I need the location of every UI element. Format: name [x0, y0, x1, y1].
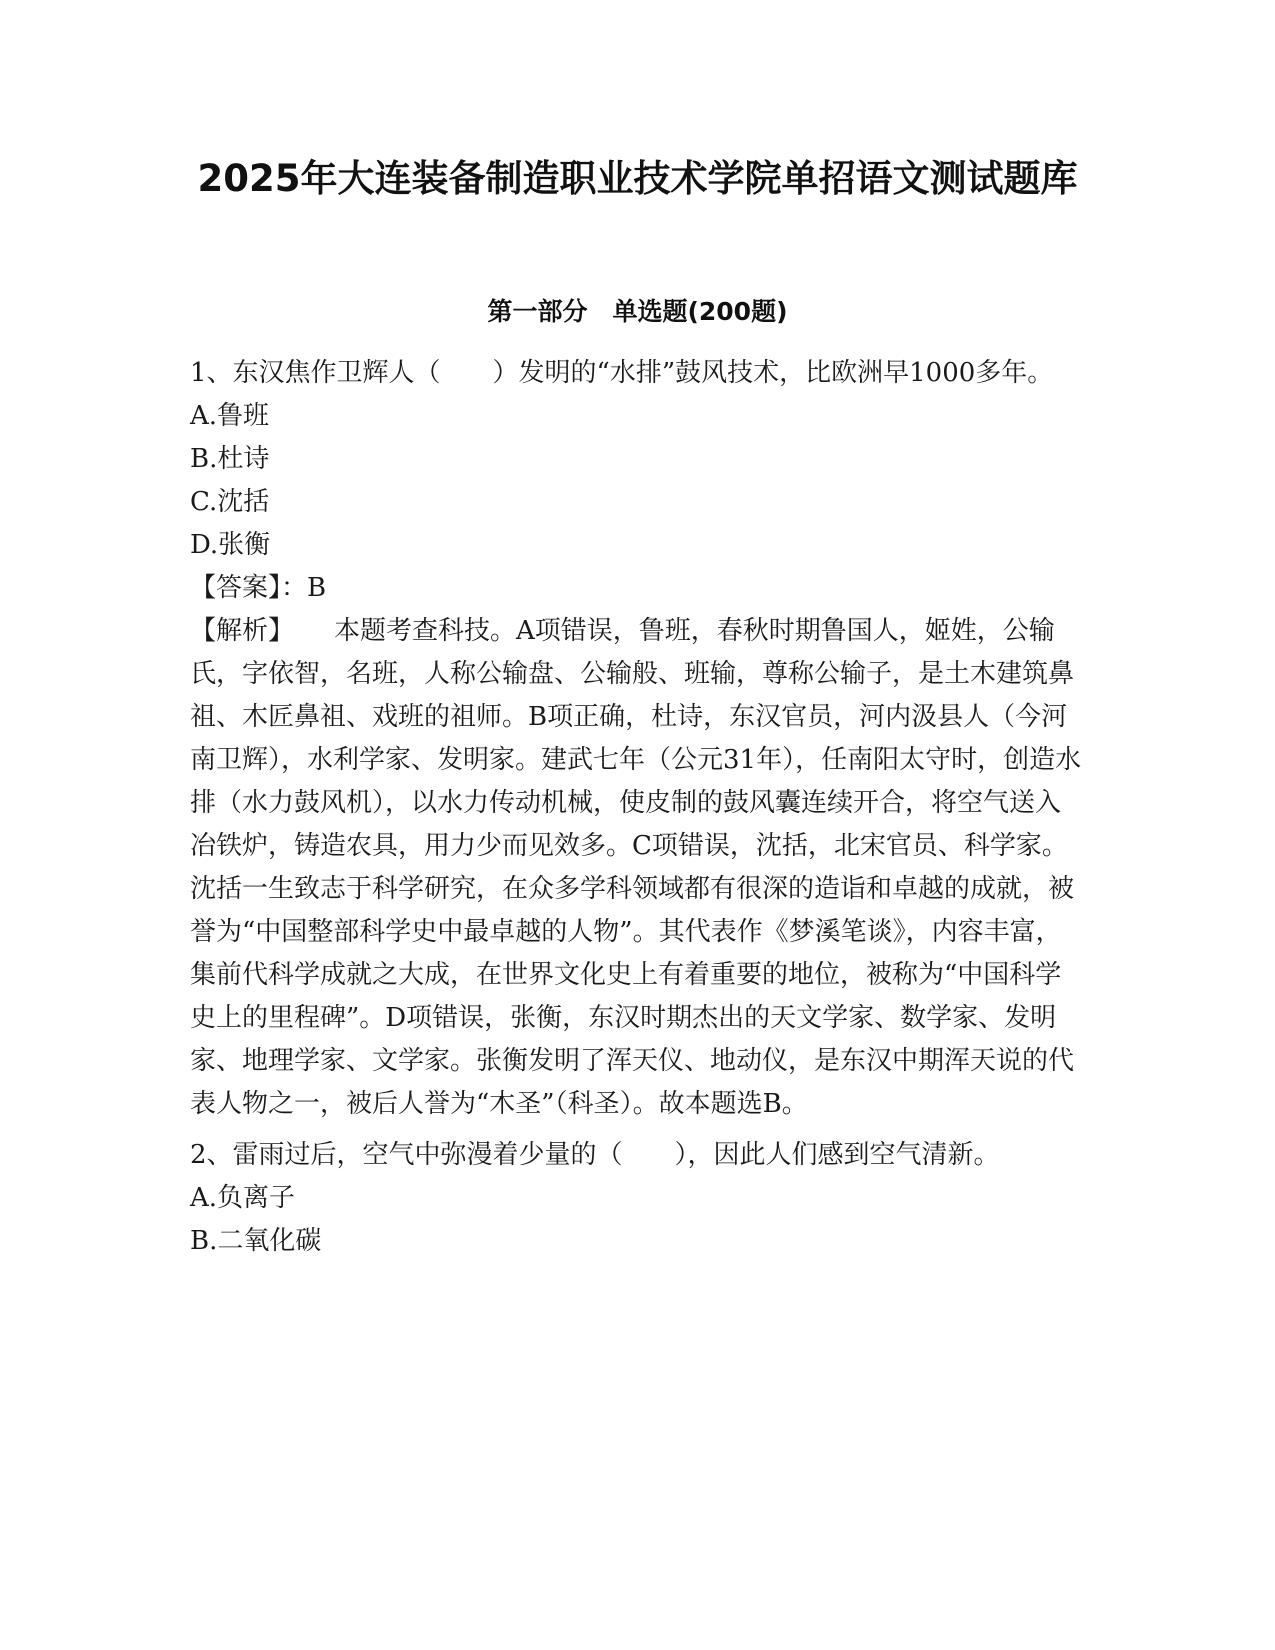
option-d: D.张衡	[190, 530, 271, 560]
option-a: A.负离子	[190, 1183, 296, 1213]
explanation-text: 本题考查科技。A项错误，鲁班，春秋时期鲁国人，姬姓，公输氏，字依智，名班，人称公输盘、公输般、班输，尊称公输子，是土木建筑鼻祖、木匠鼻祖、戏班的祖师。B项正确，杜诗，东汉官员，河内汲县人（今河南卫辉），水利学家、发明家。建武七年（公元31年），任南阳太守时，创造水排（水力鼓风机），以水力传动机械，使皮制的鼓风囊连续开合，将空气送入冶铁炉，铸造农具，用力少而见效多。C项错误，沈括，北宋官员、科学家。沈括一生致志于科学研究，在众多学科领域都有很深的造诣和卓越的成就，被誉为“中国整部科学史中最卓越的人物”。其代表作《梦溪笔谈》，内容丰富，集前代科学成就之大成，在世界文化史上有着重要的地位，被称为“中国科学史上的里程碑”。D项错误，张衡，东汉时期杰出的天文学家、数学家、发明家、地理学家、文学家。张衡发明了浑天仪、地动仪，是东汉中期浑天说的代表人物之一，被后人誉为“木圣”（科圣）。故本题选B。	[190, 616, 1082, 1119]
option-a: A.鲁班	[190, 401, 270, 431]
document-body	[190, 352, 1085, 1263]
answer-line	[190, 567, 1085, 610]
explanation	[190, 610, 1085, 1126]
answer-value: B	[307, 573, 327, 603]
document-title: 2025年大连装备制造职业技术学院单招语文测试题库	[197, 157, 1078, 200]
question-1	[190, 352, 1085, 1126]
option-b: B.杜诗	[190, 444, 270, 474]
option-b: B.二氧化碳	[190, 1226, 322, 1256]
question-stem: 1、东汉焦作卫辉人（ ）发明的“水排”鼓风技术，比欧洲早1000多年。	[190, 358, 1054, 388]
answer-label: 【答案】：	[190, 573, 308, 603]
question-2	[190, 1134, 1085, 1263]
section-title: 第一部分 单选题(200题)	[487, 297, 788, 326]
option-c: C.沈括	[190, 487, 270, 517]
explanation-label: 【解析】	[190, 616, 295, 646]
question-stem: 2、雷雨过后，空气中弥漫着少量的（ ），因此人们感到空气清新。	[190, 1140, 1000, 1170]
